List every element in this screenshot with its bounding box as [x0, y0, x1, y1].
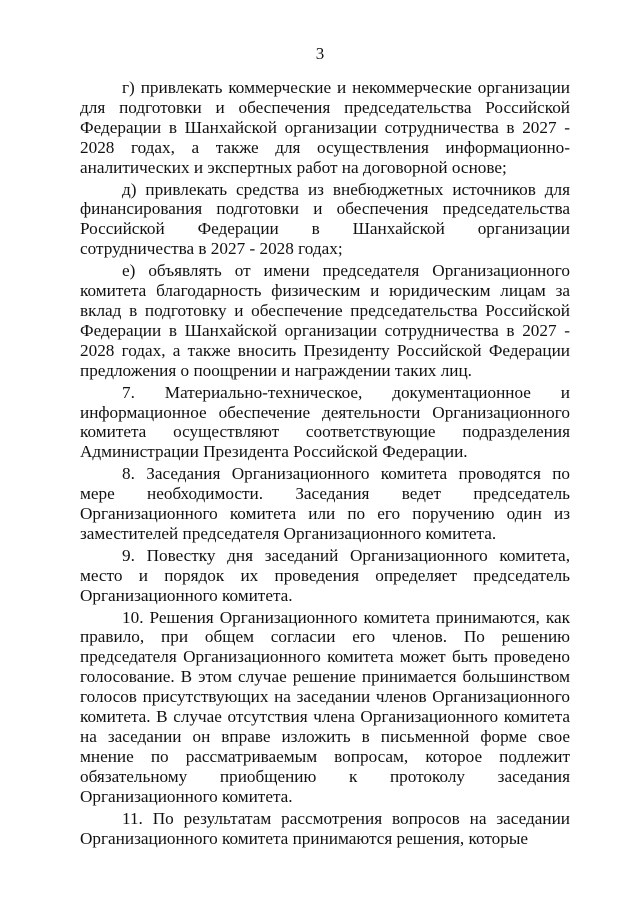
paragraph-e: е) объявлять от имени председателя Организационного комитета благодарность физическим и юридическим лицам за вклад в подготовку и обеспечение председательства Российской Федерации в Шанхайской организации сотрудничества в 2027 - 2028 годах, а также вносить Президенту Российской Федерации предложения о поощрении и награждении таких лиц. [80, 261, 570, 380]
paragraph-8: 8. Заседания Организационного комитета проводятся по мере необходимости. Заседания ведет председатель Организационного комитета или по его поручению один из заместителей председателя Организационного комитета. [80, 464, 570, 543]
page-number: 3 [315, 44, 325, 63]
paragraph-g: г) привлекать коммерческие и некоммерческие организации для подготовки и обеспечения председательства Российской Федерации в Шанхайской организации сотрудничества в 2027 - 2028 годах, а также для осуществления информационно-аналитических и экспертных работ на договорной основе; [80, 78, 570, 177]
paragraph-d: д) привлекать средства из внебюджетных источников для финансирования подготовки и обеспечения председательства Российской Федерации в Шанхайской организации сотрудничества в 2027 - 2028 годах; [80, 179, 570, 259]
paragraph-11: 11. По результатам рассмотрения вопросов на заседании Организационного комитета принимаются решения, которые [80, 808, 570, 848]
paragraph-10: 10. Решения Организационного комитета принимаются, как правило, при общем согласии его членов. По решению председателя Организационного комитета может быть проведено голосование. В этом случае решение принимается большинством голосов присутствующих на заседании членов Организационного комитета. В случае отсутствия члена Организационного комитета на заседании он вправе изложить в письменной форме свое мнение по рассматриваемым вопросам, которое подлежит обязательному приобщению к протоколу заседания Организационного комитета. [80, 607, 570, 806]
paragraph-9: 9. Повестку дня заседаний Организационного комитета, место и порядок их проведения определяет председатель Организационного комитета. [80, 545, 570, 605]
document-body [80, 78, 570, 850]
paragraph-7: 7. Материально-техническое, документационное и информационное обеспечение деятельности Организационного комитета осуществляют соответствующие подразделения Администрации Президента Российской Федерации. [80, 382, 570, 462]
